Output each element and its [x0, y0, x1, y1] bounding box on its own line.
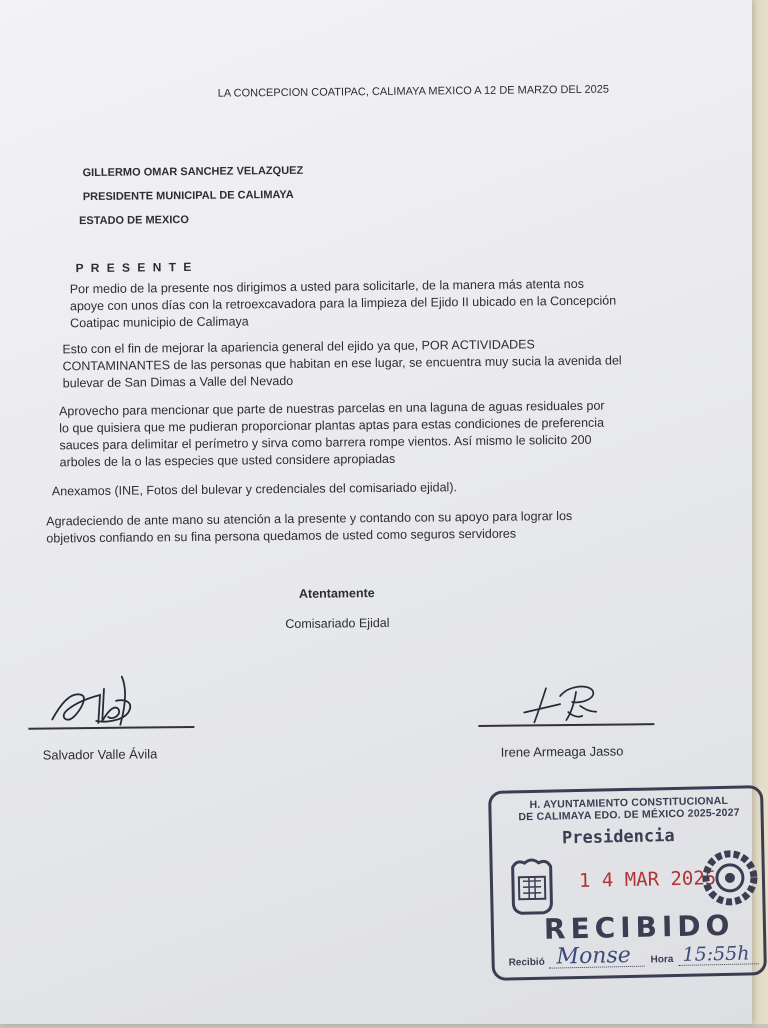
signatory-right-name: Irene Armeaga Jasso: [500, 743, 624, 760]
paragraph-1: [70, 276, 617, 333]
gear-seal-icon: [698, 846, 761, 909]
signatory-left-name: Salvador Valle Ávila: [42, 746, 158, 763]
stamp-date: 1 4 MAR 2025: [578, 867, 717, 893]
closing: Atentamente: [298, 586, 375, 601]
signature-right: [520, 681, 620, 726]
paragraph-5: [46, 508, 572, 548]
sender-organization: Comisariado Ejidal: [285, 615, 390, 631]
stamp-office: Presidencia: [561, 826, 675, 849]
paragraph-line: objetivos confiando en su fina persona quedamos de usted como seguros servidores: [46, 526, 517, 546]
reception-stamp: [488, 785, 767, 981]
paragraph-line: sauces para delimitar el perímetro y sirva como barrera rompe vientos. Así mismo le solicito 200: [59, 432, 592, 453]
stamp-status: RECIBIDO: [543, 908, 735, 946]
paragraph-line: apoye con unos días con la retroexcavadora para la limpieza del Ejido II ubicado en la Concepción: [69, 293, 617, 314]
paragraph-line: Coatipac municipio de Calimaya: [70, 314, 249, 331]
paragraph-line: CONTAMINANTES de las personas que habitan en ese lugar, se encuentra muy sucia la avenida del: [62, 353, 622, 374]
place-and-date: LA CONCEPCION COATIPAC, CALIMAYA MEXICO A 12 DE MARZO DEL 2025: [217, 83, 610, 100]
paragraph-4: [52, 479, 457, 500]
salutation: P R E S E N T E: [75, 259, 194, 276]
stamp-time-value: 15:55h: [682, 942, 750, 966]
stamp-header: [501, 794, 756, 823]
paragraph-line: lo que quisiera que me pudieran proporcionar plantas aptas para estas condiciones de preferencia: [59, 415, 605, 436]
recipient-state: ESTADO DE MEXICO: [79, 213, 189, 228]
stamp-received-by-value: Monse: [556, 942, 632, 970]
paragraph-line: Por medio de la presente nos dirigimos a usted para solicitarle, de la manera más atenta nos: [69, 276, 584, 297]
stamp-received-by-label: Recibió: [508, 956, 545, 969]
paragraph-line: arboles de la o las especies que usted considere apropiadas: [59, 451, 396, 470]
stamp-header-line2: DE CALIMAYA EDO. DE MÉXICO 2025-2027: [518, 806, 740, 824]
paragraph-line: Agradeciendo de ante mano su atención a la presente y contando con su apoyo para lograr los: [46, 508, 573, 529]
municipal-emblem-icon: [506, 856, 557, 917]
paragraph-line: Esto con el fin de mejorar la apariencia general del ejido ya que, POR ACTIVIDADES: [62, 337, 535, 357]
paragraph-2: [62, 335, 622, 392]
paragraph-line: Aprovecho para mencionar que parte de nuestras parcelas en una laguna de aguas residuales por: [58, 398, 605, 419]
recipient-title: PRESIDENTE MUNICIPAL DE CALIMAYA: [82, 188, 294, 204]
stamp-header-line1: H. AYUNTAMIENTO CONSTITUCIONAL: [529, 794, 729, 812]
paragraph-3: [59, 398, 605, 472]
paragraph-line: Anexamos (INE, Fotos del bulevar y credenciales del comisariado ejidal).: [51, 480, 458, 499]
paragraph-line: bulevar de San Dimas a Valle del Nevado: [62, 373, 294, 391]
stamp-time-label: Hora: [650, 954, 674, 966]
recipient-name: GILLERMO OMAR SANCHEZ VELAZQUEZ: [82, 164, 304, 180]
